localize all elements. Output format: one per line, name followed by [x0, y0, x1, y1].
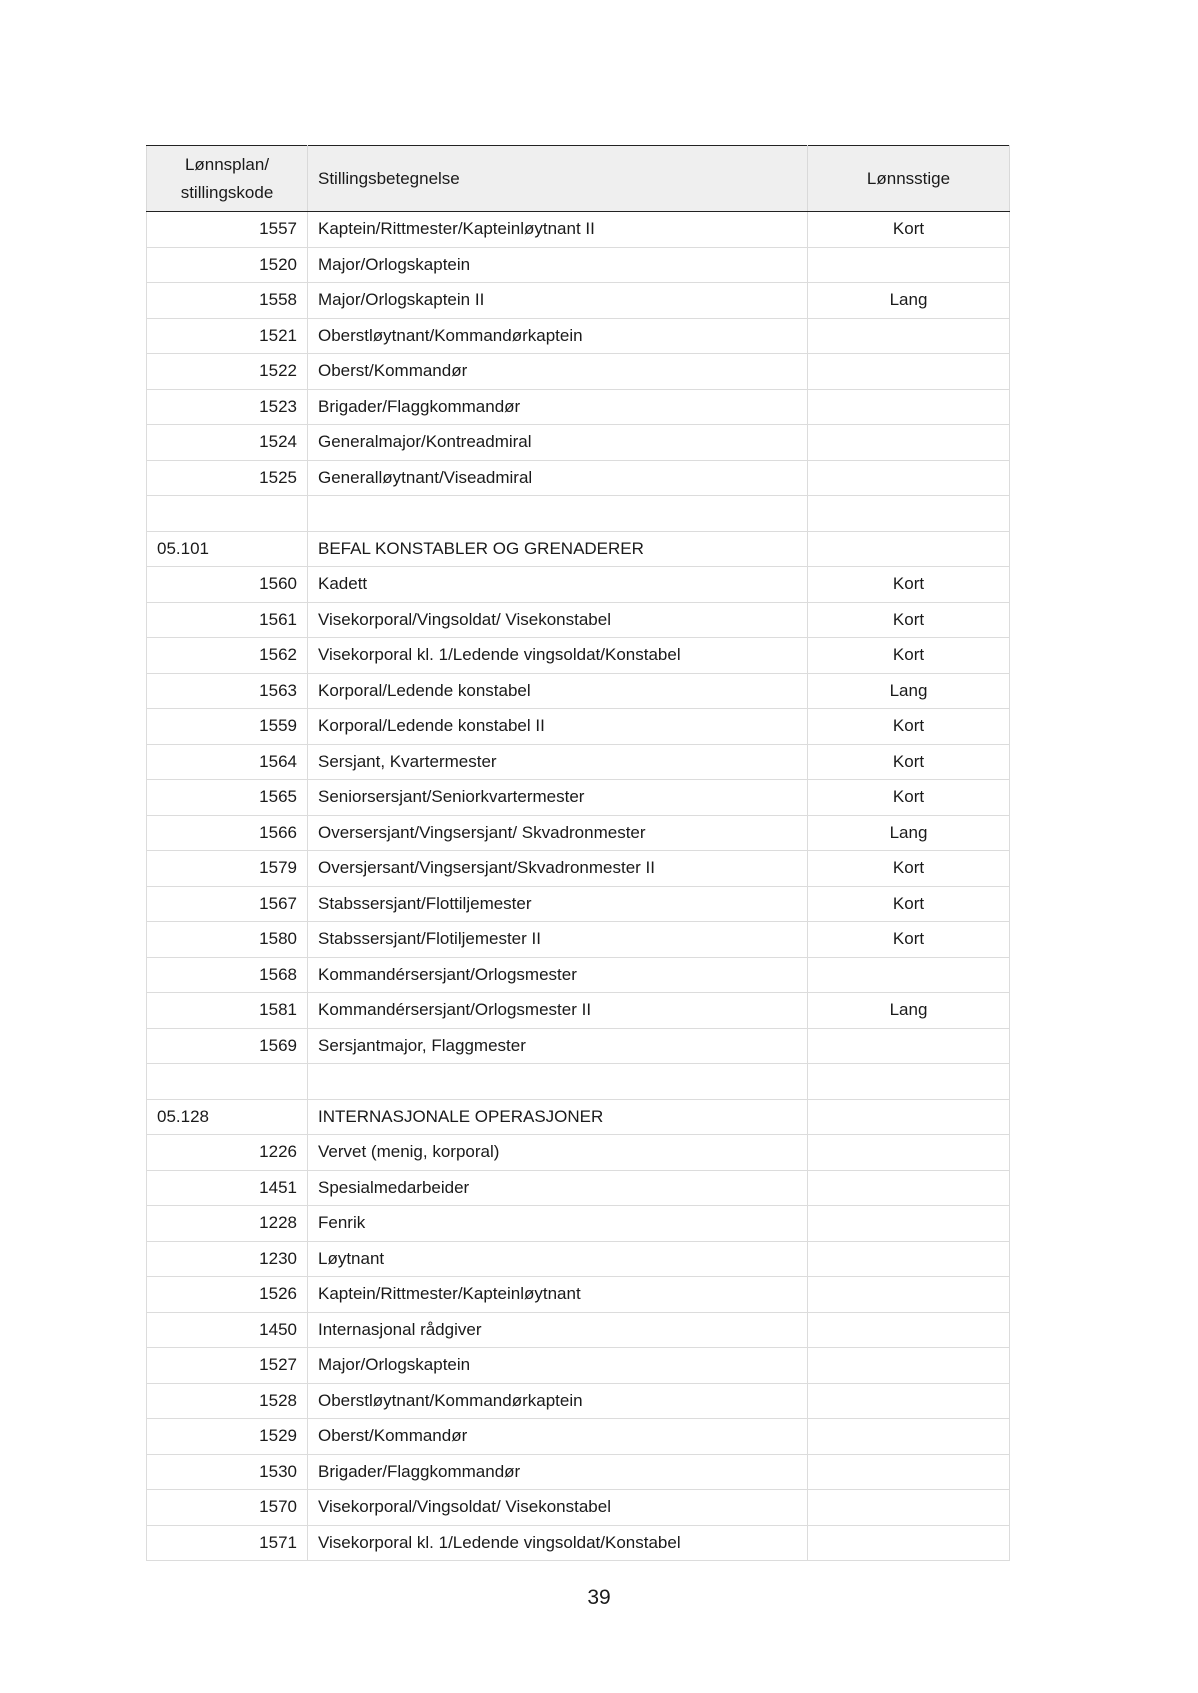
ladder-cell	[808, 354, 1010, 390]
ladder-cell: Lang	[808, 815, 1010, 851]
title-cell: Visekorporal/Vingsoldat/ Visekonstabel	[308, 1490, 808, 1526]
ladder-cell: Lang	[808, 993, 1010, 1029]
title-cell: Kommandérsersjant/Orlogsmester II	[308, 993, 808, 1029]
title-cell: Kaptein/Rittmester/Kapteinløytnant II	[308, 212, 808, 248]
code-cell: 1558	[147, 283, 308, 319]
ladder-cell	[808, 1419, 1010, 1455]
spacer-row	[147, 1064, 1010, 1100]
table-row	[147, 744, 1010, 780]
ladder-cell: Kort	[808, 922, 1010, 958]
ladder-cell: Kort	[808, 638, 1010, 674]
ladder-cell	[808, 1454, 1010, 1490]
header-code-line1: Lønnsplan/	[184, 154, 270, 174]
ladder-cell	[808, 1312, 1010, 1348]
table-row	[147, 1170, 1010, 1206]
title-cell: Sersjant, Kvartermester	[308, 744, 808, 780]
ladder-cell	[808, 1099, 1010, 1135]
table-row	[147, 1525, 1010, 1561]
table-row	[147, 247, 1010, 283]
title-cell: Visekorporal kl. 1/Ledende vingsoldat/Konstabel	[308, 1525, 808, 1561]
ladder-cell	[808, 1135, 1010, 1171]
code-cell: 1530	[147, 1454, 308, 1490]
table-row	[147, 993, 1010, 1029]
ladder-cell: Kort	[808, 851, 1010, 887]
table-row	[147, 602, 1010, 638]
table-row	[147, 212, 1010, 248]
table-row	[147, 780, 1010, 816]
code-cell: 1226	[147, 1135, 308, 1171]
code-cell: 1524	[147, 425, 308, 461]
ladder-cell: Lang	[808, 673, 1010, 709]
title-cell: Korporal/Ledende konstabel II	[308, 709, 808, 745]
table-row	[147, 460, 1010, 496]
table-row	[147, 1241, 1010, 1277]
code-cell: 1230	[147, 1241, 308, 1277]
header-code-line2: stillingskode	[180, 182, 274, 202]
title-cell: Vervet (menig, korporal)	[308, 1135, 808, 1171]
table-row	[147, 1312, 1010, 1348]
header-ladder: Lønnsstige	[808, 146, 1010, 212]
code-cell: 1563	[147, 673, 308, 709]
title-cell: Løytnant	[308, 1241, 808, 1277]
code-cell: 1528	[147, 1383, 308, 1419]
code-cell: 1451	[147, 1170, 308, 1206]
table-body	[147, 212, 1010, 1561]
section-code-cell: 05.128	[147, 1099, 308, 1135]
title-cell: Kaptein/Rittmester/Kapteinløytnant	[308, 1277, 808, 1313]
ladder-cell	[808, 389, 1010, 425]
ladder-cell	[808, 318, 1010, 354]
table-row	[147, 1028, 1010, 1064]
header-title: Stillingsbetegnelse	[308, 146, 808, 212]
table-row	[147, 567, 1010, 603]
ladder-cell	[808, 247, 1010, 283]
title-cell: Generalløytnant/Viseadmiral	[308, 460, 808, 496]
title-cell	[308, 496, 808, 532]
title-cell: Kadett	[308, 567, 808, 603]
table-row	[147, 1348, 1010, 1384]
table-row	[147, 922, 1010, 958]
table-row	[147, 425, 1010, 461]
ladder-cell	[808, 1348, 1010, 1384]
code-cell: 1560	[147, 567, 308, 603]
ladder-cell: Kort	[808, 780, 1010, 816]
salary-table	[146, 145, 1010, 1561]
table-row	[147, 318, 1010, 354]
ladder-cell: Kort	[808, 212, 1010, 248]
code-cell: 1581	[147, 993, 308, 1029]
code-cell: 1521	[147, 318, 308, 354]
header-row	[147, 146, 1010, 212]
section-row	[147, 531, 1010, 567]
code-cell: 1566	[147, 815, 308, 851]
table-row	[147, 1383, 1010, 1419]
code-cell: 1525	[147, 460, 308, 496]
ladder-cell	[808, 460, 1010, 496]
ladder-cell	[808, 531, 1010, 567]
ladder-cell	[808, 425, 1010, 461]
code-cell: 1568	[147, 957, 308, 993]
table-row	[147, 709, 1010, 745]
table-row	[147, 673, 1010, 709]
title-cell: Brigader/Flaggkommandør	[308, 1454, 808, 1490]
title-cell: Internasjonal rådgiver	[308, 1312, 808, 1348]
section-title-cell: BEFAL KONSTABLER OG GRENADERER	[308, 531, 808, 567]
title-cell: Stabssersjant/Flottiljemester	[308, 886, 808, 922]
code-cell: 1527	[147, 1348, 308, 1384]
title-cell: Major/Orlogskaptein II	[308, 283, 808, 319]
ladder-cell	[808, 1383, 1010, 1419]
code-cell	[147, 1064, 308, 1100]
code-cell: 1567	[147, 886, 308, 922]
title-cell: Oberst/Kommandør	[308, 1419, 808, 1455]
title-cell	[308, 1064, 808, 1100]
title-cell: Visekorporal/Vingsoldat/ Visekonstabel	[308, 602, 808, 638]
code-cell: 1526	[147, 1277, 308, 1313]
code-cell: 1561	[147, 602, 308, 638]
code-cell: 1564	[147, 744, 308, 780]
code-cell: 1523	[147, 389, 308, 425]
spacer-row	[147, 496, 1010, 532]
code-cell: 1569	[147, 1028, 308, 1064]
table-row	[147, 815, 1010, 851]
table-row	[147, 638, 1010, 674]
title-cell: Kommandérsersjant/Orlogsmester	[308, 957, 808, 993]
ladder-cell: Kort	[808, 744, 1010, 780]
title-cell: Oberst/Kommandør	[308, 354, 808, 390]
code-cell: 1228	[147, 1206, 308, 1242]
code-cell: 1522	[147, 354, 308, 390]
code-cell: 1571	[147, 1525, 308, 1561]
code-cell: 1520	[147, 247, 308, 283]
code-cell: 1580	[147, 922, 308, 958]
title-cell: Fenrik	[308, 1206, 808, 1242]
ladder-cell	[808, 1525, 1010, 1561]
title-cell: Generalmajor/Kontreadmiral	[308, 425, 808, 461]
ladder-cell	[808, 496, 1010, 532]
table-row	[147, 886, 1010, 922]
section-row	[147, 1099, 1010, 1135]
page-number: 39	[587, 1586, 611, 1609]
table-row	[147, 1135, 1010, 1171]
code-cell: 1579	[147, 851, 308, 887]
salary-table-container	[146, 145, 1009, 1561]
header-code	[147, 146, 308, 212]
ladder-cell	[808, 1170, 1010, 1206]
table-row	[147, 1454, 1010, 1490]
title-cell: Stabssersjant/Flotiljemester II	[308, 922, 808, 958]
ladder-cell: Kort	[808, 709, 1010, 745]
title-cell: Major/Orlogskaptein	[308, 1348, 808, 1384]
code-cell: 1565	[147, 780, 308, 816]
title-cell: Korporal/Ledende konstabel	[308, 673, 808, 709]
ladder-cell	[808, 1277, 1010, 1313]
code-cell: 1529	[147, 1419, 308, 1455]
ladder-cell	[808, 1064, 1010, 1100]
ladder-cell: Kort	[808, 567, 1010, 603]
table-row	[147, 389, 1010, 425]
code-cell: 1450	[147, 1312, 308, 1348]
title-cell: Oberstløytnant/Kommandørkaptein	[308, 318, 808, 354]
table-row	[147, 283, 1010, 319]
code-cell: 1562	[147, 638, 308, 674]
table-row	[147, 354, 1010, 390]
code-cell: 1559	[147, 709, 308, 745]
title-cell: Brigader/Flaggkommandør	[308, 389, 808, 425]
ladder-cell	[808, 1490, 1010, 1526]
title-cell: Oberstløytnant/Kommandørkaptein	[308, 1383, 808, 1419]
title-cell: Visekorporal kl. 1/Ledende vingsoldat/Konstabel	[308, 638, 808, 674]
title-cell: Spesialmedarbeider	[308, 1170, 808, 1206]
title-cell: Sersjantmajor, Flaggmester	[308, 1028, 808, 1064]
ladder-cell: Lang	[808, 283, 1010, 319]
table-header	[147, 146, 1010, 212]
section-title-cell: INTERNASJONALE OPERASJONER	[308, 1099, 808, 1135]
ladder-cell	[808, 957, 1010, 993]
table-row	[147, 1419, 1010, 1455]
section-code-cell: 05.101	[147, 531, 308, 567]
code-cell	[147, 496, 308, 532]
table-row	[147, 1277, 1010, 1313]
code-cell: 1570	[147, 1490, 308, 1526]
title-cell: Oversjersant/Vingsersjant/Skvadronmester II	[308, 851, 808, 887]
ladder-cell	[808, 1028, 1010, 1064]
table-row	[147, 1206, 1010, 1242]
ladder-cell	[808, 1241, 1010, 1277]
ladder-cell	[808, 1206, 1010, 1242]
title-cell: Oversersjant/Vingsersjant/ Skvadronmester	[308, 815, 808, 851]
title-cell: Major/Orlogskaptein	[308, 247, 808, 283]
ladder-cell: Kort	[808, 886, 1010, 922]
title-cell: Seniorsersjant/Seniorkvartermester	[308, 780, 808, 816]
table-row	[147, 957, 1010, 993]
table-row	[147, 851, 1010, 887]
code-cell: 1557	[147, 212, 308, 248]
ladder-cell: Kort	[808, 602, 1010, 638]
table-row	[147, 1490, 1010, 1526]
